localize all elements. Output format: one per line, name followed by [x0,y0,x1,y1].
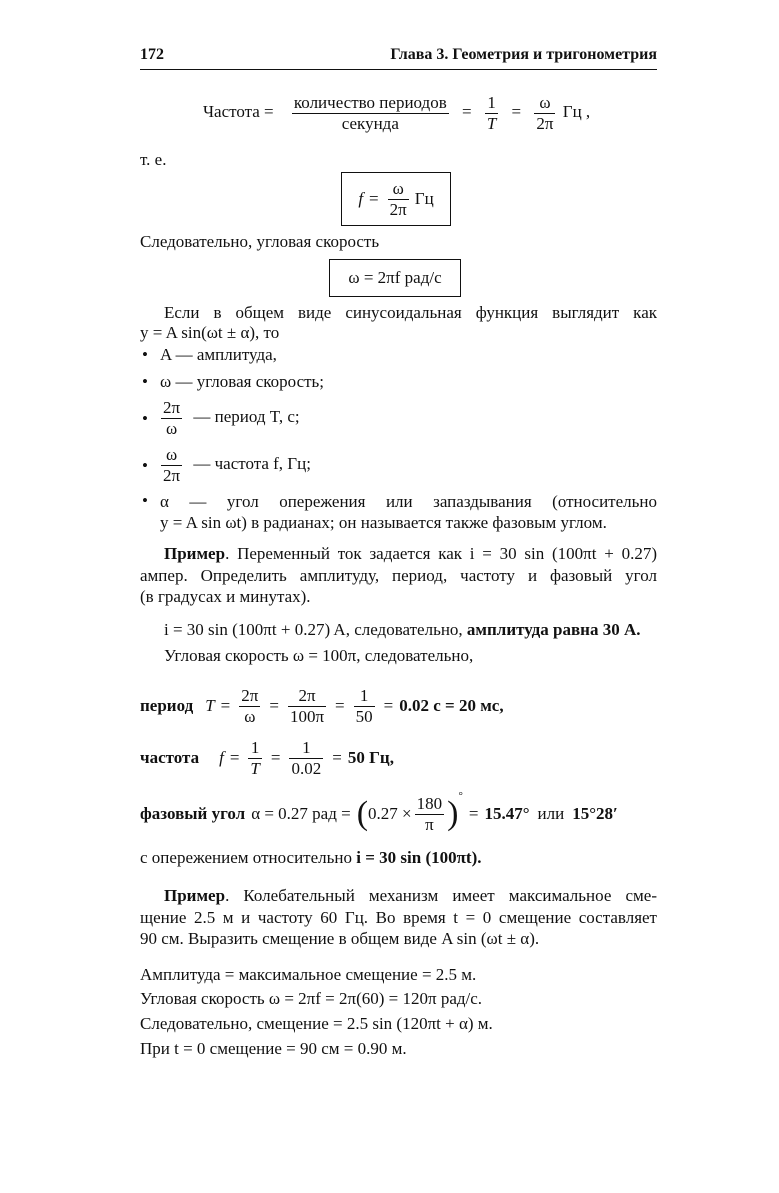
chapter-title: Глава 3. Геометрия и тригонометрия [390,46,657,63]
bullet-dot: • [142,491,148,510]
box-fraction: $\frac{\omega}{2\pi}$ [389,178,407,219]
freq-fraction-words: $\frac{\text{количество периодов}}{\text{секунда}}$ [293,93,447,133]
bullet-phase-line2: y = A sin ωt) в радианах; он называется также фазовым углом. [160,513,607,532]
bullet-frequency: $\frac{\omega}{2\pi}$ — частота f, Гц; [163,445,311,485]
example1-line3: (в градусах и минутах). [140,587,311,606]
bullet-angular-speed: ω — угловая скорость; [160,372,325,391]
freq-lhs: Частота = [203,101,274,121]
example2-line2: щение 2.5 м и частоту 60 Гц. Во время t = 0 смещение составляет [140,908,657,927]
freq-fraction-omega: $\frac{\omega}{2\pi}$ [536,93,554,133]
frequency-result-equation: частота f = $\frac{1}{T}$ = $\frac{1}{0.02}$ = 50 Гц, [140,738,394,778]
example1-solution-line2: Угловая скорость ω = 100π, следовательно, [164,646,474,665]
solution2-line3: Следовательно, смещение = 2.5 sin (120πt + α) м. [140,1014,493,1033]
boxed-frequency-formula: f = $\frac{\omega}{2\pi}$ Гц [341,172,451,226]
example2-line1: Пример. Колебательный механизм имеет максимальное сме- [164,886,657,905]
solution2-line1: Амплитуда = максимальное смещение = 2.5 м. [140,965,477,984]
bullet-dot: • [142,456,148,475]
example1-line2: ампер. Определить амплитуду, период, частоту и фазовый угол [140,566,657,585]
solution2-line2: Угловая скорость ω = 2πf = 2π(60) = 120π рад/с. [140,989,483,1008]
frequency-equation: Частота = $\frac{\text{количество периодов}}{\text{секунда}}$ = $\frac{1}{T}$ = $\frac{\omega}{2\pi}$ Гц , [203,93,591,133]
ie-text: т. е. [140,150,167,169]
page-number: 172 [140,46,164,63]
solution2-line4: При t = 0 смещение = 90 см = 0.90 м. [140,1039,407,1058]
example1-solution-line1: i = 30 sin (100πt + 0.27) A, следовательно, амплитуда равна 30 A. [164,620,641,639]
angular-speed-text: Следовательно, угловая скорость [140,232,380,251]
bullet-period: $\frac{2\pi}{\omega}$ — период T, с; [163,398,300,438]
general-form-line1: Если в общем виде синусоидальная функция выглядит как [164,303,657,322]
freq-unit: Гц , [562,101,591,121]
bullet-amplitude: A — амплитуда, [160,345,277,364]
bullet-dot: • [142,372,148,391]
bullet-phase-line1: α — угол опережения или запаздывания (относительно [160,492,657,511]
header-rule [140,69,657,70]
period-equation: период T = $\frac{2\pi}{\omega}$ = $\frac{2\pi}{100\pi}$ = $\frac{1}{50}$ = 0.02 с = 20 мс, [140,686,504,726]
example2-line3: 90 см. Выразить смещение в общем виде A sin (ωt ± α). [140,929,540,948]
phase-angle-equation: фазовый угол α = 0.27 рад = ( 0.27 × $\frac{180}{\pi}$ ) ° = 15.47° или 15°28′ [140,790,618,834]
bullet-dot: • [142,409,148,428]
lead-text: с опережением относительно i = 30 sin (100πt). [140,848,482,867]
general-form-line2: y = A sin(ωt ± α), то [140,323,280,342]
boxed-angular-formula: ω = 2πf рад/с [329,259,461,297]
example1-line1: Пример. Переменный ток задается как i = 30 sin (100πt + 0.27) [164,544,657,563]
freq-fraction-one-over-t: $\frac{1}{T}$ [486,93,497,133]
bullet-dot: • [142,345,148,364]
